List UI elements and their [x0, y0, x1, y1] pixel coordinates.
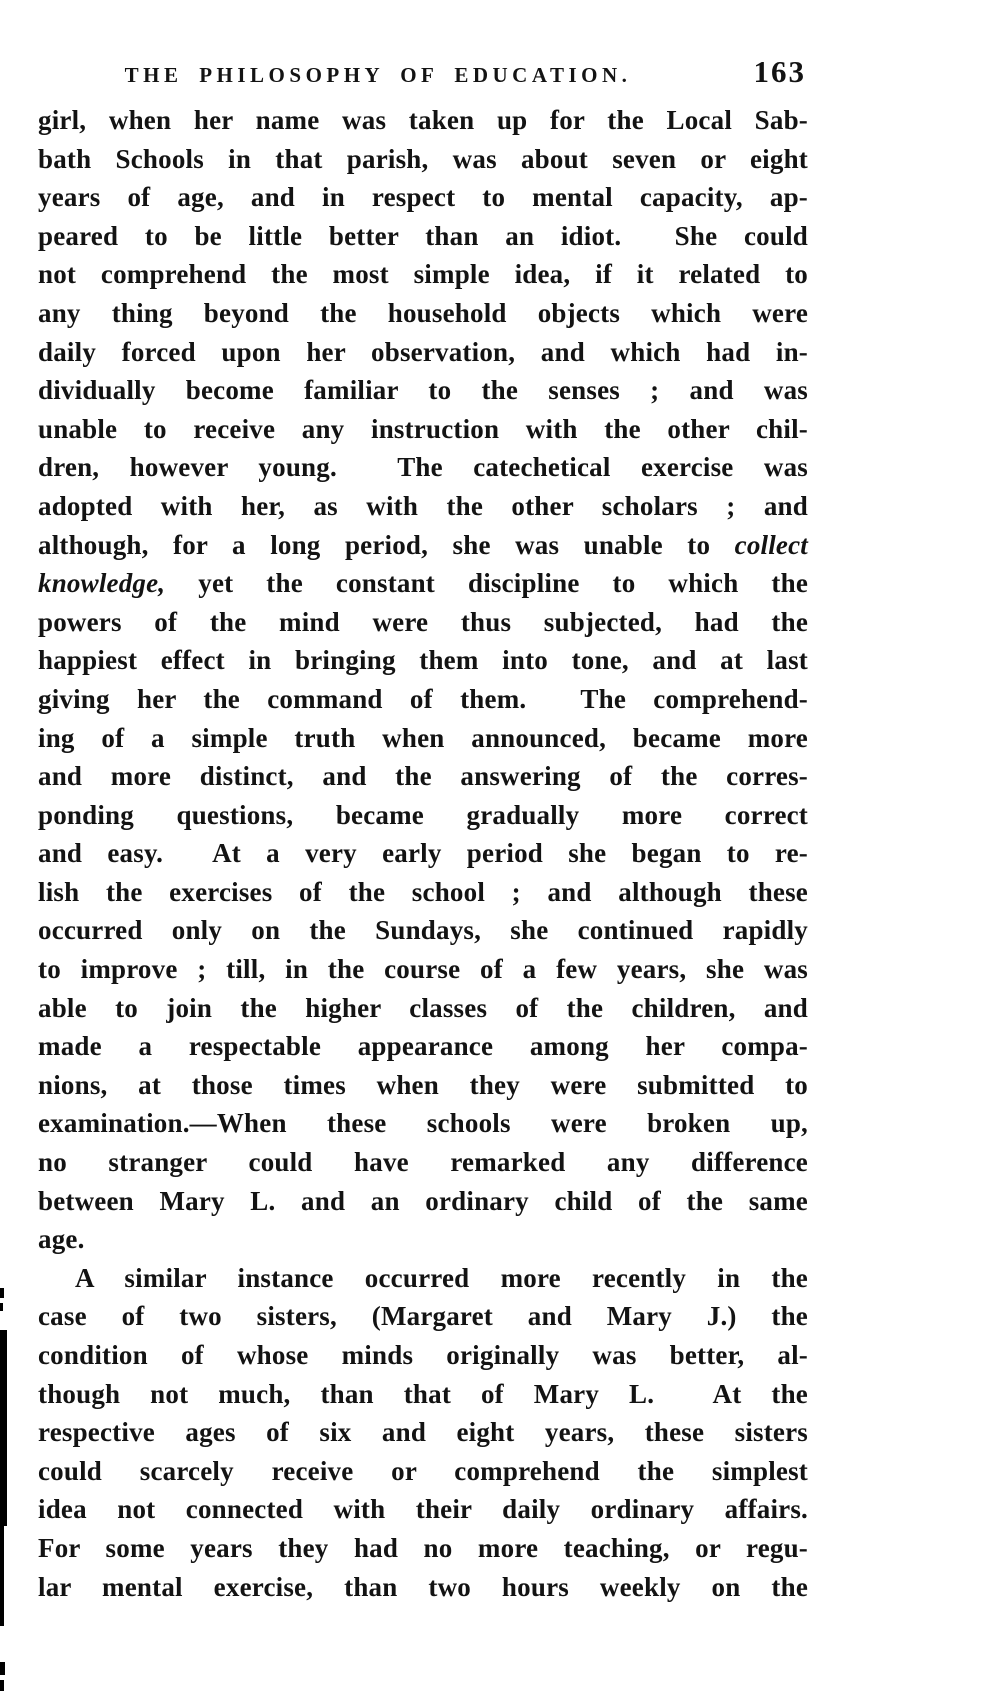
text-line: powers of the mind were thus subjected, had the: [38, 606, 808, 637]
text-line: For some years they had no more teaching, or regu-: [38, 1532, 808, 1563]
scan-artifact: [0, 1662, 5, 1675]
text-line: peared to be little better than an idiot. She could: [38, 220, 808, 251]
scan-artifact: [0, 1303, 3, 1311]
text-line: happiest effect in bringing them into tone, and at last: [38, 645, 808, 676]
text-line: case of two sisters, (Margaret and Mary J.) the: [38, 1301, 808, 1332]
italic-text-segment: collect: [734, 529, 808, 560]
text-line: and more distinct, and the answering of the corres-: [38, 761, 808, 792]
italic-text-segment: knowledge,: [38, 568, 166, 599]
text-line: daily forced upon her observation, and which had in-: [38, 336, 808, 367]
text-line: girl, when her name was taken up for the Local Sab-: [38, 105, 808, 135]
text-line: examination.—When these schools were broken up,: [38, 1108, 808, 1139]
text-line: and easy. At a very early period she began to re-: [38, 838, 808, 869]
text-line: occurred only on the Sundays, she continued rapidly: [38, 915, 808, 946]
text-line: nions, at those times when they were submitted to: [38, 1069, 808, 1100]
text-line: giving her the command of them. The comprehend-: [38, 683, 808, 714]
scan-artifact: [0, 1330, 7, 1526]
text-line: age.: [38, 1224, 85, 1255]
text-segment: although, for a long period, she was unable to: [38, 529, 735, 560]
text-line: not comprehend the most simple idea, if it related to: [38, 259, 808, 290]
text-line: though not much, than that of Mary L. At the: [38, 1378, 808, 1409]
text-line: to improve ; till, in the course of a few years, she was: [38, 954, 808, 985]
page-number: 163: [753, 54, 806, 89]
text-line: [38, 564, 808, 603]
text-line: respective ages of six and eight years, these sisters: [38, 1417, 808, 1448]
text-line: could scarcely receive or comprehend the simplest: [38, 1455, 808, 1486]
scan-artifact: [0, 1580, 3, 1625]
text-line: able to join the higher classes of the children, and: [38, 992, 808, 1023]
text-line: lar mental exercise, than two hours weekly on the: [38, 1571, 808, 1602]
text-line: idea not connected with their daily ordinary affairs.: [38, 1494, 808, 1525]
running-header: [38, 54, 808, 96]
paragraph: [38, 1259, 808, 1606]
text-segment: yet the constant discipline to which the: [165, 568, 808, 599]
text-line: A similar instance occurred more recently in the: [75, 1262, 808, 1293]
text-line: condition of whose minds originally was better, al-: [38, 1340, 808, 1370]
text-line: dren, however young. The catechetical exercise was: [38, 452, 808, 483]
scan-artifact: [0, 1680, 4, 1691]
text-line: ing of a simple truth when announced, became more: [38, 722, 808, 753]
text-line: ponding questions, became gradually more correct: [38, 799, 808, 830]
text-line: dividually become familiar to the senses ; and was: [38, 375, 808, 406]
scan-artifact: [0, 1288, 4, 1298]
text-line: adopted with her, as with the other scholars ; and: [38, 490, 808, 521]
text-line: any thing beyond the household objects which were: [38, 297, 808, 328]
paragraph: [38, 101, 808, 1259]
header-title: THE PHILOSOPHY OF EDUCATION.: [124, 63, 632, 87]
text-line: lish the exercises of the school ; and although these: [38, 876, 808, 907]
text-line: no stranger could have remarked any difference: [38, 1147, 808, 1178]
text-line: made a respectable appearance among her compa-: [38, 1031, 808, 1062]
text-line: years of age, and in respect to mental capacity, ap-: [38, 182, 808, 213]
text-line: [38, 526, 808, 565]
text-line: unable to receive any instruction with the other chil-: [38, 413, 808, 444]
text-line: bath Schools in that parish, was about seven or eight: [38, 143, 808, 174]
text-line: between Mary L. and an ordinary child of the same: [38, 1185, 808, 1216]
body-text: [38, 101, 808, 1606]
